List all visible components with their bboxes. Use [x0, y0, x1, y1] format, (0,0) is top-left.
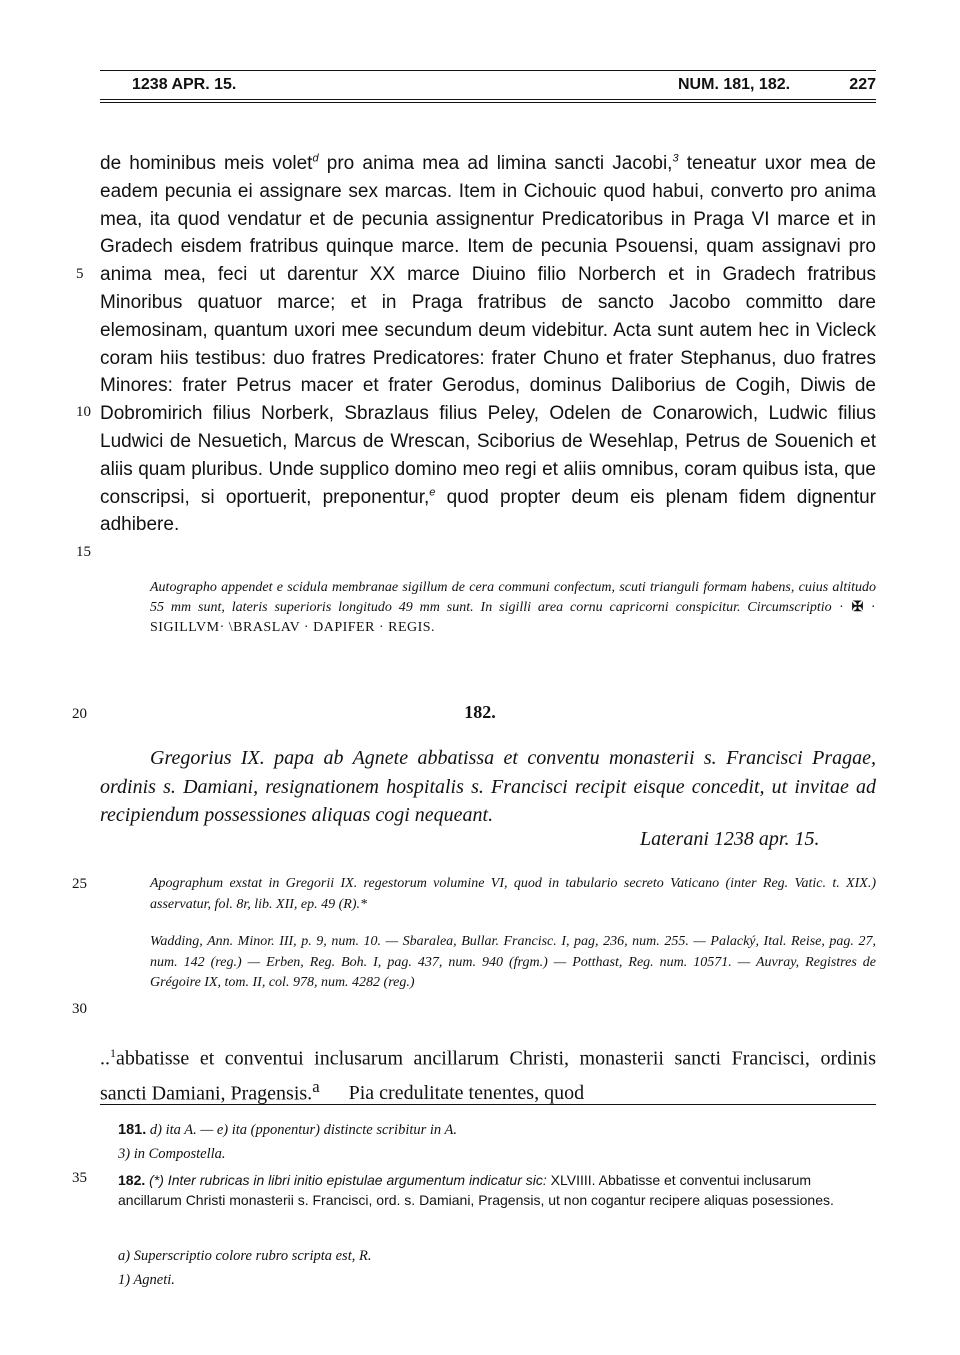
- document-181-text: de hominibus meis volet$^d$ pro anima mea ad limina sancti Jacobi,$^3$ teneatur uxor mea de eadem pecunia ei assignare sex marcas. Item in Cichouic quod habui, converto pro anima mea, ita quod vendatur et de pecunia assignentur Predicatoribus in Praga VI marce et in Gradech eisdem fratribus quinque marce. Item de pecunia Psouensi, quam assignavi pro anima mea, feci ut darentur XX marce Diuino filio Norberch et in Gradech fratribus Minoribus quatuor marce; et in Praga fratribus de sancto Jacobo committo dare elemosinam, quantum uxori mee secundum deum videbitur. Acta sunt autem hec in Vicleck coram hiis testibus: duo fratres Predicatores: frater Chuno et frater Stephanus, duo fratres Minores: frater Petrus macer et frater Gerodus, dominus Daliborius de Cogih, Diwis de Dobromirich filius Norberk, Sbrazlaus filius Peley, Odelen de Conarowich, Ludwic filius Ludwici de Nesuetich, Marcus de Wrescan, Sciborius de Wesehlap, Petrus de Souenich et aliis quam pluribus. Unde supplico domino meo regi et aliis omnibus, coram quibus ista, que conscripsi, si oportuerit, preponentur,$^e$ quod propter deum eis plenam fidem dignentur adhibere.: [100, 152, 877, 536]
- line-number-20: 20: [72, 706, 87, 722]
- line-number-25: 25: [72, 876, 87, 892]
- running-header: [100, 76, 876, 98]
- footnote-182: 182. (*) Inter rubricas in libri initio epistulae argumentum indicatur sic: XLVIIII. Abbatisse et conventui inclusarum ancillarum Christi monasterii s. Francisci, ord. s. Damiani, Pragensis, ut non cogantur recipere aliquas posessiones.: [118, 1172, 834, 1208]
- line-number-5: 5: [76, 266, 84, 282]
- footnote-rule: [100, 1104, 876, 1105]
- cross-icon: ✠: [851, 600, 864, 616]
- line-number-15: 15: [76, 544, 91, 560]
- header-bottom-rule: [100, 99, 876, 100]
- source-apparatus: Apographum exstat in Gregorii IX. regestorum volumine VI, quod in tabulario secreto Vaticano (inter Reg. Vatic. t. XIX.) asservatur, fol. 8r, lib. XII, ep. 49 (R).*: [150, 876, 876, 912]
- regest-summary: Gregorius IX. papa ab Agnete abbatissa et conventu monasterii s. Francisci Pragae, ordinis s. Damiani, resignationem hospitalis s. Francisci recipit eisque concedit, ut invitae ad recipiendum possessiones aliquas cogi nequeant.: [100, 747, 876, 826]
- header-doc-numbers: NUM. 181, 182.: [678, 76, 791, 93]
- header-bottom-rule-2: [100, 102, 876, 103]
- header-page-number: 227: [849, 76, 876, 93]
- line-number-35: 35: [72, 1170, 87, 1186]
- line-number-30: 30: [72, 1001, 87, 1017]
- document-number: 182.: [464, 702, 496, 722]
- footnote-a: a) Superscriptio colore rubro scripta est, R.: [118, 1248, 372, 1264]
- document-182-incipit: ..$^1$abbatisse et conventui inclusarum ancillarum Christi, monasterii sancti Francisci, ordinis sancti Damiani, Pragensis.$^a$ Pia credulitate tenentes, quod: [100, 1046, 876, 1105]
- footnote-1: 1) Agneti.: [118, 1272, 175, 1288]
- header-date: 1238 APR. 15.: [132, 76, 237, 93]
- footnote-181: 181. d) ita A. — e) ita (pponentur) distincte scribitur in A.: [118, 1122, 458, 1138]
- footnote-3: 3) in Compostella.: [118, 1146, 226, 1162]
- literature-apparatus: Wadding, Ann. Minor. III, p. 9, num. 10. — Sbaralea, Bullar. Francisc. I, pag, 236, num. 255. — Palacký, Ital. Reise, pag. 27, num. 142 (reg.) — Erben, Reg. Boh. I, pag. 437, num. 940 (frgm.) — Potthast, Reg. num. 10571. — Auvray, Registres de Grégoire IX, tom. II, col. 978, num. 4282 (reg.): [150, 934, 876, 990]
- seal-description: Autographo appendet e scidula membranae sigillum de cera communi confectum, scuti trianguli formam habens, cuius altitudo 55 mm sunt, lateris superioris longitudo 49 mm sunt. In sigilli area cornu capricorni conspicitur. Circumscriptio · ✠ · SIGILLVM· \BRASLAV · DAPIFER · REGIS.: [150, 580, 876, 636]
- line-number-10: 10: [76, 404, 91, 420]
- regest-date: Laterani 1238 apr. 15.: [640, 828, 820, 850]
- header-top-rule: [100, 70, 876, 71]
